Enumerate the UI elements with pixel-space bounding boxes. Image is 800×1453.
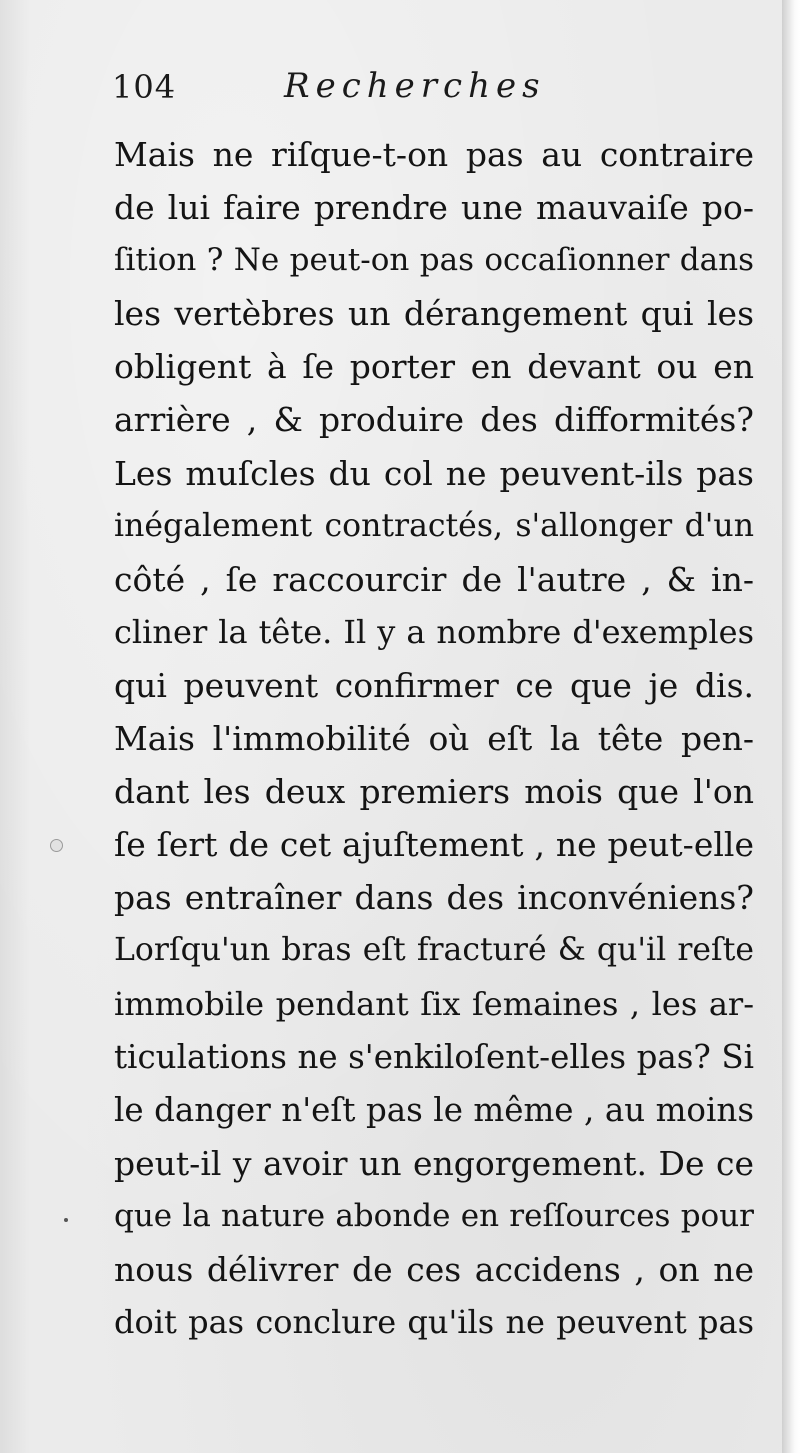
text-line: que la nature abonde en reſſources pour	[114, 1197, 754, 1234]
text-line: nous délivrer de ces accidens , on ne	[114, 1249, 754, 1289]
text-line: dant les deux premiers mois que l'on	[114, 772, 754, 812]
text-line: Les muſcles du col ne peuvent-ils pas	[114, 453, 754, 493]
text-line: de lui faire prendre une mauvaiſe po-	[114, 188, 754, 228]
page-number: 104	[112, 68, 177, 106]
text-line: côté , ſe raccourcir de l'autre , & in-	[114, 559, 754, 599]
text-line: peut-il y avoir un engorgement. De ce	[114, 1143, 754, 1183]
book-gutter	[782, 0, 800, 1453]
text-line: Mais l'immobilité où eſt la tête pen-	[114, 719, 754, 759]
running-head: Recherches	[284, 66, 546, 106]
paper-hole	[50, 839, 63, 852]
text-line: ſe ſert de cet ajuſtement , ne peut-elle	[114, 825, 754, 865]
text-line: les vertèbres un dérangement qui les	[114, 294, 754, 334]
text-line: le danger n'eſt pas le même , au moins	[114, 1090, 754, 1129]
page-edge-shadow	[0, 0, 30, 1453]
text-line: Lorſqu'un bras eſt fracturé & qu'il reſte	[114, 932, 754, 969]
text-line: obligent à ſe porter en devant ou en	[114, 347, 754, 387]
page-header	[112, 66, 752, 116]
text-line: ticulations ne s'enkiloſent-elles pas? Si	[114, 1037, 754, 1076]
text-line: inégalement contractés, s'allonger d'un	[114, 507, 754, 544]
text-line: qui peuvent confirmer ce que je dis.	[114, 665, 754, 705]
body-text	[114, 128, 754, 1349]
text-line: Mais ne riſque-t-on pas au contraire	[114, 135, 754, 174]
text-line: arrière , & produire des difformités?	[114, 400, 754, 440]
text-line: doit pas conclure qu'ils ne peuvent pas	[114, 1303, 754, 1342]
text-line: ſition ? Ne peut-on pas occaſionner dans	[114, 242, 754, 279]
text-line: immobile pendant ſix ſemaines , les ar-	[114, 984, 754, 1023]
text-line: pas entraîner dans des inconvéniens?	[114, 878, 754, 918]
text-line: cliner la tête. Il y a nombre d'exemples	[114, 612, 754, 651]
ink-speck	[64, 1218, 68, 1222]
